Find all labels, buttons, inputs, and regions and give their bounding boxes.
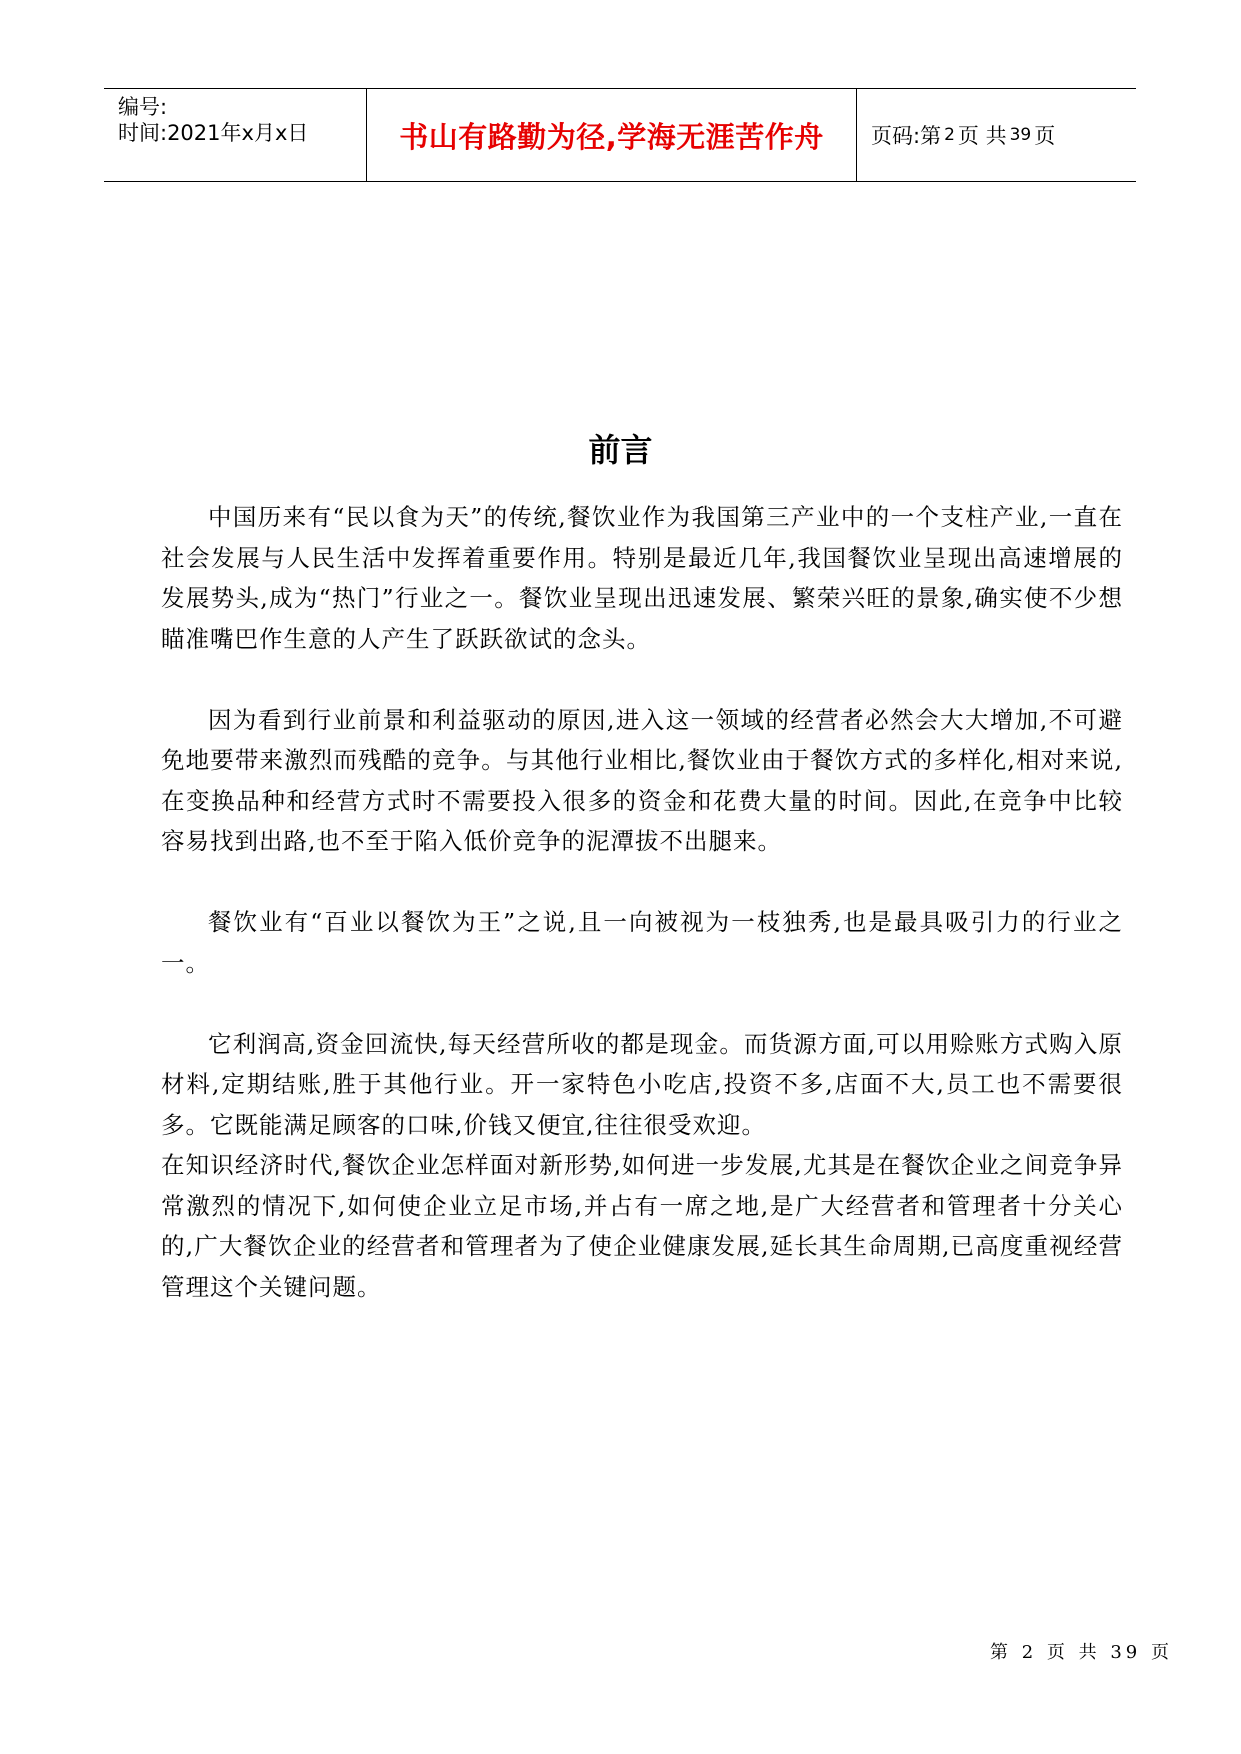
header-page-suffix: 页: [1034, 124, 1056, 148]
document-title: 前言: [588, 431, 653, 469]
header-motto-cell: [367, 89, 857, 181]
header-page-cell: [857, 89, 1136, 181]
header-page-total: 39: [1009, 125, 1032, 145]
header-motto: 书山有路勤为径,学海无涯苦作舟: [399, 119, 824, 154]
header-code-label: 编号:: [118, 95, 168, 119]
header-page-mid: 页 共: [957, 124, 1007, 148]
header-page-prefix: 页码:第: [871, 124, 942, 148]
body-paragraph-4: 它利润高,资金回流快,每天经营所收的都是现金。而货源方面,可以用赊账方式购入原材料,定期结账,胜于其他行业。开一家特色小吃店,投资不多,店面不大,员工也不需要很多。它既能满足顾客的口味,价钱又便宜,往往很受欢迎。: [161, 1029, 1123, 1139]
body-paragraph-5: 在知识经济时代,餐饮企业怎样面对新形势,如何进一步发展,尤其是在餐饮企业之间竞争异常激烈的情况下,如何使企业立足市场,并占有一席之地,是广大经营者和管理者十分关心的,广大餐饮企业的经营者和管理者为了使企业健康发展,延长其生命周期,已高度重视经营管理这个关键问题。: [161, 1151, 1123, 1301]
document-body: [161, 497, 1123, 1307]
header-page-number: 2: [944, 125, 955, 145]
header-time-label: 时间:2021年x月x日: [118, 121, 309, 145]
page-header: [104, 88, 1136, 182]
page-footer: 第 2 页 共 39 页: [990, 1642, 1173, 1663]
body-paragraph-3: 餐饮业有“百业以餐饮为王”之说,且一向被视为一枝独秀,也是最具吸引力的行业之一。: [161, 908, 1123, 977]
body-paragraph-1: 中国历来有“民以食为天”的传统,餐饮业作为我国第三产业中的一个支柱产业,一直在社会发展与人民生活中发挥着重要作用。特别是最近几年,我国餐饮业呈现出高速增展的发展势头,成为“热门”行业之一。餐饮业呈现出迅速发展、繁荣兴旺的景象,确实使不少想瞄准嘴巴作生意的人产生了跃跃欲试的念头。: [161, 503, 1123, 653]
body-paragraph-2: 因为看到行业前景和利益驱动的原因,进入这一领域的经营者必然会大大增加,不可避免地要带来激烈而残酷的竞争。与其他行业相比,餐饮业由于餐饮方式的多样化,相对来说,在变换品种和经营方式时不需要投入很多的资金和花费大量的时间。因此,在竞争中比较容易找到出路,也不至于陷入低价竞争的泥潭拔不出腿来。: [161, 705, 1123, 855]
header-meta-cell: [104, 89, 367, 181]
